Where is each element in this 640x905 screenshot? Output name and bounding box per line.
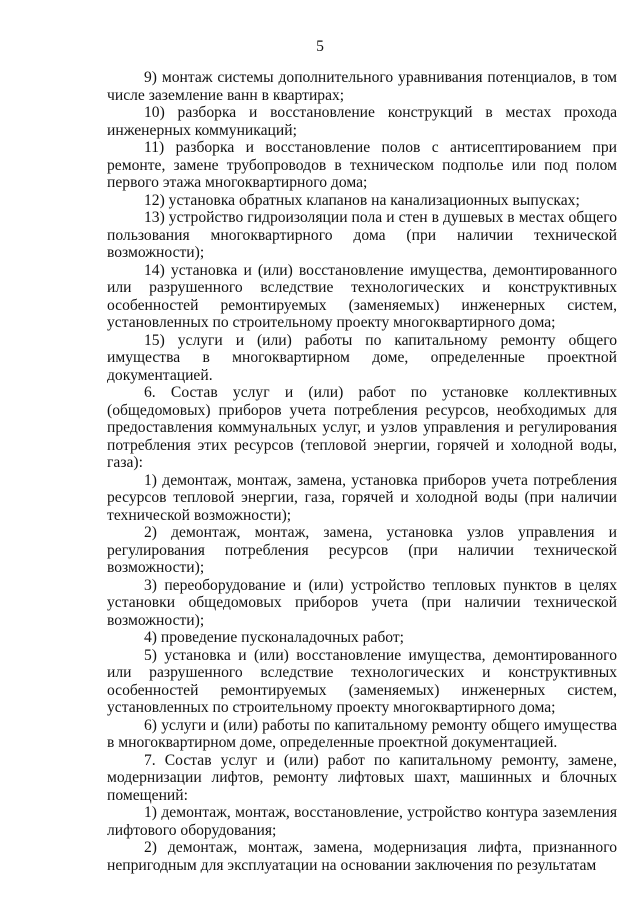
section-6-item-5: 5) установка и (или) восстановление имущества, демонтированного или разрушенного вследствие технологических и конструктивных особенностей ремонтируемых (заменяемых) инженерных систем, установленных по строительному проекту многоквартирного дома;	[107, 646, 617, 716]
section-7-item-2: 2) демонтаж, монтаж, замена, модернизация лифта, признанного непригодным для эксплуатации на основании заключения по результатам	[107, 839, 617, 874]
paragraph-item-13: 13) устройство гидроизоляции пола и стен в душевых в местах общего пользования многоквартирного дома (при наличии технической возможности);	[107, 209, 617, 261]
paragraph-item-14: 14) установка и (или) восстановление имущества, демонтированного или разрушенного вследствие технологических и конструктивных особенностей ремонтируемых (заменяемых) инженерных систем, установленных по строительному проекту многоквартирного дома;	[107, 261, 617, 331]
paragraph-item-9: 9) монтаж системы дополнительного уравнивания потенциалов, в том числе заземление ванн в квартирах;	[107, 69, 617, 104]
document-body	[107, 69, 617, 874]
paragraph-item-10: 10) разборка и восстановление конструкций в местах прохода инженерных коммуникаций;	[107, 104, 617, 139]
section-7-heading: 7. Состав услуг и (или) работ по капитальному ремонту, замене, модернизации лифтов, ремонту лифтовых шахт, машинных и блочных помещений:	[107, 751, 617, 804]
paragraph-item-11: 11) разборка и восстановление полов с антисептированием при ремонте, замене трубопроводов в техническом подполье или под полом первого этажа многоквартирного дома;	[107, 139, 617, 191]
page-number: 5	[316, 38, 324, 55]
section-6-item-6: 6) услуги и (или) работы по капитальному ремонту общего имущества в многоквартирном доме, определенные проектной документацией.	[107, 716, 617, 751]
paragraph-item-15: 15) услуги и (или) работы по капитальному ремонту общего имущества в многоквартирном доме, определенные проектной документацией.	[107, 331, 617, 384]
section-6-item-1: 1) демонтаж, монтаж, замена, установка приборов учета потребления ресурсов тепловой энергии, газа, горячей и холодной воды (при наличии технической возможности);	[107, 471, 617, 524]
section-6-item-4: 4) проведение пусконаладочных работ;	[144, 629, 405, 646]
section-7-item-1: 1) демонтаж, монтаж, восстановление, устройство контура заземления лифтового оборудования;	[107, 804, 617, 839]
section-6-item-3: 3) переоборудование и (или) устройство тепловых пунктов в целях установки общедомовых приборов учета (при наличии технической возможности);	[107, 576, 617, 629]
paragraph-item-12: 12) установка обратных клапанов на канализационных выпусках;	[144, 191, 580, 209]
section-6-item-2: 2) демонтаж, монтаж, замена, установка узлов управления и регулирования потребления ресурсов (при наличии технической возможности);	[107, 524, 617, 576]
section-6-heading: 6. Состав услуг и (или) работ по установке коллективных (общедомовых) приборов учета потребления ресурсов, необходимых для предоставления коммунальных услуг, и узлов управления и регулирования потребления этих ресурсов (тепловой энергии, горячей и холодной воды, газа):	[107, 384, 617, 471]
